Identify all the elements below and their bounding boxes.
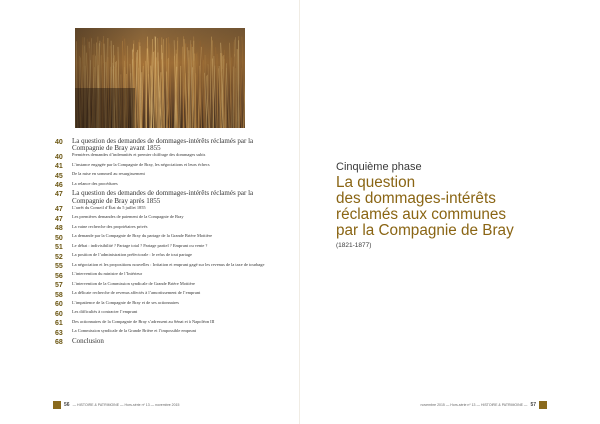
toc-entry	[55, 252, 270, 262]
toc-entry	[55, 281, 270, 291]
chapter-title	[336, 175, 586, 239]
toc-page-number: 47	[55, 206, 63, 214]
toc-page-number: 47	[55, 215, 63, 223]
toc-page-number: 41	[55, 163, 63, 171]
toc-page-number: 52	[55, 253, 63, 261]
toc-title: L’arrêt du Conseil d’État du 5 juillet 1855	[72, 204, 146, 210]
toc-entry	[55, 162, 270, 172]
toc-title: Premières demandes d’indemnités et premier chiffrage des dommages subis	[72, 152, 206, 158]
toc-title: La négociation et les propositions nouvelles : Irritation et emprunt gagé sur les revenus de la taxe de tourbage	[72, 261, 265, 267]
toc-page-number: 50	[55, 234, 63, 242]
toc-entry	[55, 224, 270, 234]
toc-entry	[55, 214, 270, 224]
footer-left-text: — HISTOIRE & PATRIMOINE — Hors-série nº 13 — novembre 2015	[72, 403, 180, 407]
page-marker-square	[53, 401, 61, 409]
chapter-title-line: réclamés aux communes	[336, 206, 507, 223]
page-marker-square	[539, 401, 547, 409]
toc-entry	[55, 152, 270, 162]
toc-title: Les difficultés à contracter l’emprunt	[72, 309, 138, 315]
toc-entry	[55, 262, 270, 272]
toc-entry	[55, 271, 270, 281]
chapter-years: (1821-1877)	[336, 242, 372, 249]
right-page	[300, 0, 600, 424]
toc-title: La délicate recherche de revenus affectés à l’amortissement de l’emprunt	[72, 290, 201, 296]
toc-title: Conclusion	[72, 336, 104, 345]
toc-title: Les premières demandes de paiement de la Compagnie de Bray	[72, 214, 184, 220]
chapter-opener	[336, 161, 586, 249]
toc-page-number: 60	[55, 310, 63, 318]
toc-title: L’impatience de la Compagnie de Bray et de ses actionnaires	[72, 299, 180, 305]
toc-entry	[55, 338, 270, 347]
toc-title: La vaine recherche des propriétaires privés	[72, 223, 148, 229]
chapter-title-line: La question	[336, 174, 416, 191]
toc-page-number: 40	[55, 139, 63, 146]
toc-title: La demande par la Compagnie de Bray du partage de la Grande Brière Mottière	[72, 233, 213, 239]
toc-title: Le débat : indivisibilité ? Partage total ? Partage partiel ? Emprunt ou vente ?	[72, 242, 208, 248]
toc-page-number: 63	[55, 329, 63, 337]
chapter-title-line: par la Compagnie de Bray	[336, 222, 514, 239]
page-number-left: 56	[64, 402, 70, 408]
page-number-right: 57	[530, 402, 536, 408]
toc-entry	[55, 205, 270, 215]
toc-title: La position de l’administration préfectorale : le refus de tout partage	[72, 252, 192, 258]
footer-left	[53, 401, 179, 409]
toc-title: La question des demandes de dommages-intérêts réclamés par la Compagnie de Bray après 1855	[72, 189, 254, 205]
chapter-title-line: des dommages-intérêts	[336, 190, 496, 207]
chapter-eyebrow: Cinquième phase	[336, 161, 422, 173]
toc-page-number: 55	[55, 263, 63, 271]
toc-title: Des actionnaires de la Compagnie de Bray s’adressent au Sénat et à Napoléon III	[72, 318, 215, 324]
toc-title: L’instance engagée par la Compagnie de Bray, les négociations et leurs échecs	[72, 161, 210, 167]
toc-entry	[55, 171, 270, 181]
toc-entry	[55, 319, 270, 329]
toc-page-number: 45	[55, 172, 63, 180]
footer-right	[421, 401, 547, 409]
toc-entry	[55, 138, 270, 152]
toc-title: De la mise en sommeil au resurgissement	[72, 171, 145, 177]
toc-title: La relance des procédures	[72, 180, 118, 186]
reeds-image	[75, 28, 245, 128]
table-of-contents	[55, 138, 270, 347]
toc-page-number: 61	[55, 320, 63, 328]
toc-entry	[55, 233, 270, 243]
toc-entry	[55, 243, 270, 253]
toc-page-number: 47	[55, 191, 63, 199]
toc-entry	[55, 300, 270, 310]
toc-entry	[55, 309, 270, 319]
toc-page-number: 58	[55, 291, 63, 299]
toc-page-number: 60	[55, 301, 63, 309]
toc-page-number: 48	[55, 225, 63, 233]
toc-entry	[55, 190, 270, 204]
toc-title: L’intervention de la Commission syndicale de Grande Brière Mottière	[72, 280, 195, 286]
toc-page-number: 68	[55, 338, 63, 346]
toc-page-number: 57	[55, 282, 63, 290]
toc-entry	[55, 290, 270, 300]
toc-page-number: 51	[55, 244, 63, 252]
toc-title: La Commission syndicale de la Grande Brière et l’impossible emprunt	[72, 328, 197, 334]
reeds-photo	[75, 28, 245, 128]
footer-right-text: novembre 2015 — Hors-série nº 13 — HISTOIRE & PATRIMOINE —	[420, 403, 528, 407]
toc-page-number: 46	[55, 182, 63, 190]
toc-page-number: 40	[55, 153, 63, 161]
toc-title: L’intervention du ministre de l’Intérieur	[72, 271, 143, 277]
toc-title: La question des demandes de dommages-intérêts réclamés par la Compagnie de Bray avant 1855	[72, 137, 254, 153]
toc-page-number: 56	[55, 272, 63, 280]
